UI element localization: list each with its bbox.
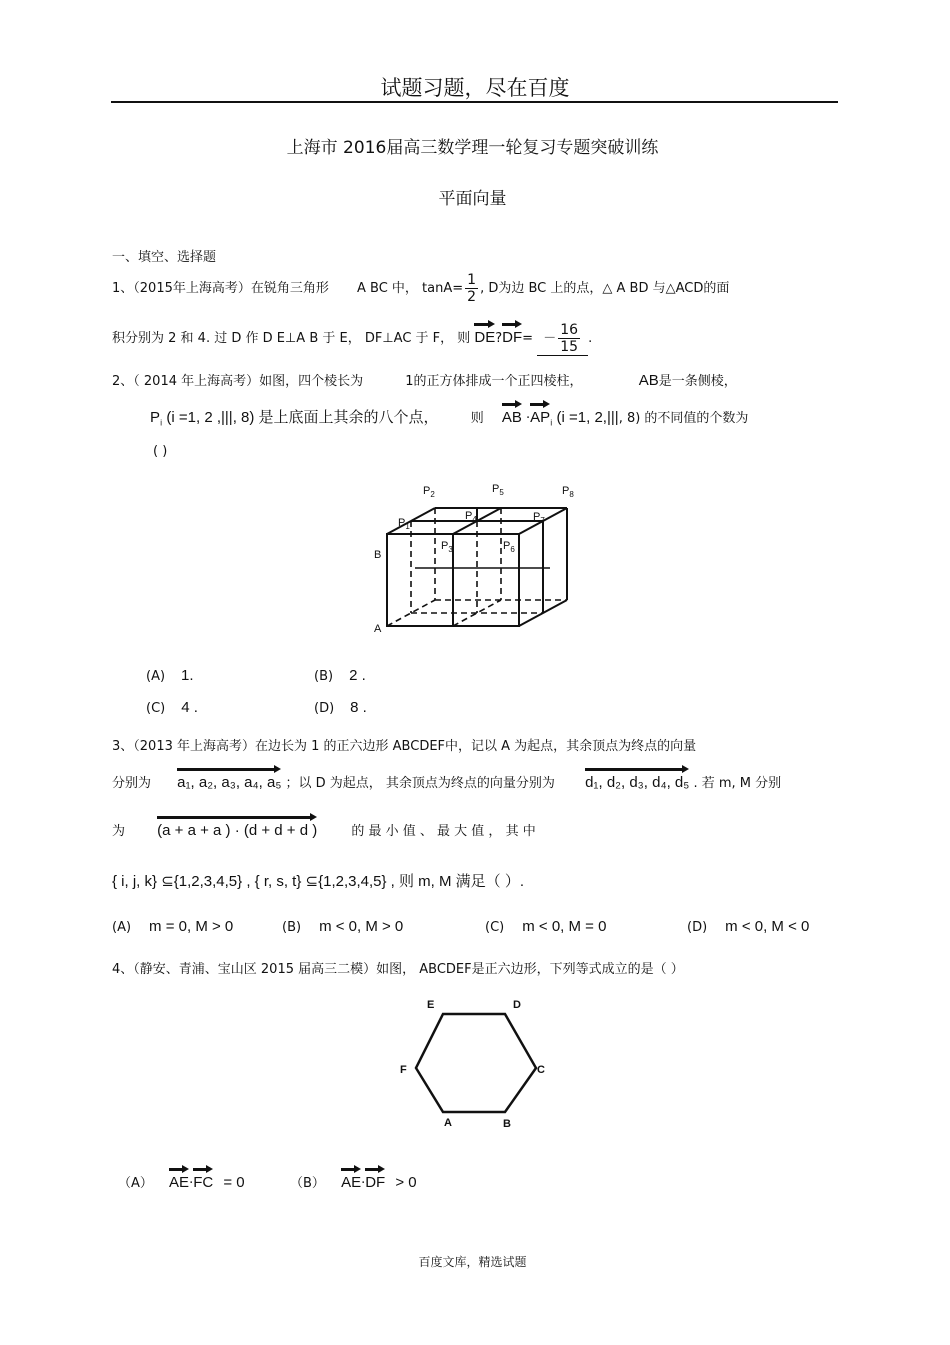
label-p8: $P_8$: [562, 485, 574, 500]
q2-text-b: 1的正方体排成一个正四棱柱，: [405, 374, 583, 389]
hex-label-e: E: [427, 999, 435, 1011]
question-4-line-1: 4、（静安、青浦、宝山区 2015 届高三二模）如图， ABCDEF是正六边形，下列等式成立的是（ ）: [112, 962, 684, 977]
q3-text-b: ；以 D 为起点， 其余顶点为终点的向量分别为: [285, 776, 555, 791]
label-b: B: [374, 549, 382, 561]
q2-text-e: 则: [470, 411, 484, 426]
question-2-line-2: $P_i$ (i =1, 2 ,|||, 8) 是上底面上其余的八个点， 则 AB $\cdot AP_i$ (i =1, 2,|||, 8) 的不同值的个数为: [150, 409, 749, 428]
q3-expression: (a + a + a ) · (d + d + d ): [157, 822, 318, 839]
hex-label-d: D: [513, 999, 521, 1011]
vector-de: DE: [474, 329, 496, 346]
vector-df: DF: [502, 329, 523, 346]
q1-end: .: [588, 331, 593, 346]
q1-ans-num: 16: [560, 322, 579, 338]
question-3-line-2: [112, 772, 781, 791]
hex-label-a: A: [444, 1117, 452, 1129]
q4-option-b[interactable]: （B） AE·DF > 0: [290, 1174, 417, 1191]
q2-ab: AB: [638, 372, 659, 389]
q1-text-a: 1、（2015年上海高考）在锐角三角形: [112, 281, 329, 296]
hex-label-c: C: [537, 1064, 545, 1076]
document-title: 上海市 2016届高三数学理一轮复习专题突破训练: [286, 138, 659, 158]
q3-text-d: 为: [112, 824, 126, 839]
hex-label-b: B: [503, 1118, 511, 1130]
hex-label-f: F: [400, 1064, 407, 1076]
label-p1: $P_1$: [398, 517, 410, 532]
q1-frac-num: 1: [467, 272, 477, 288]
question-3-line-1: 3、（2013 年上海高考）在边长为 1 的正六边形 ABCDEF中，记以 A 为起点，其余顶点为终点的向量: [112, 739, 697, 754]
vector-ap: AP: [530, 409, 551, 426]
q4-option-a[interactable]: （A） AE·FC = 0: [118, 1174, 245, 1191]
q2-text-d: , 8) 是上底面上其余的八个点，: [232, 409, 439, 426]
header-rule: [111, 101, 838, 103]
q2-answer-paren: ( ): [153, 444, 168, 459]
label-p4: $P_4$: [465, 510, 477, 525]
vector-df-2: DF: [365, 1174, 386, 1191]
section-heading: 一、填空、选择题: [112, 250, 217, 265]
document-subtitle: 平面向量: [438, 189, 507, 209]
vector-ae: AE: [169, 1174, 190, 1191]
q1-text-b: A BC 中， tanA=: [357, 281, 464, 296]
q1-text-d: 积分别为 2 和 4. 过 D 作 D E⊥A B 于 E， DF⊥AC 于 F， 则: [112, 331, 471, 346]
question-2-line-1: [112, 370, 737, 389]
vector-ab: AB: [501, 409, 522, 426]
q1-text-c: , D为边 BC 上的点，△ A BD 与△ACD的面: [480, 281, 730, 296]
q2-option-d[interactable]: (D) 8 .: [314, 699, 367, 716]
q1-fraction: [465, 272, 478, 305]
label-a: A: [374, 623, 382, 635]
label-p5: $P_5$: [492, 483, 504, 498]
q2-option-b[interactable]: (B) 2 .: [314, 667, 366, 684]
q3-option-b[interactable]: (B) m < 0, M > 0: [282, 918, 404, 935]
q2-option-c[interactable]: (C) 4 .: [146, 699, 198, 716]
q3-text-c: . 若 m, M 分别: [693, 776, 782, 791]
q1-answer-sign: －: [543, 331, 557, 346]
q2-range-b: (i =1, 2,: [556, 409, 607, 426]
prism-figure: [360, 478, 600, 640]
q1-equals: =: [522, 331, 534, 346]
question-1-line-2: [112, 322, 592, 356]
q3-text-e: 的 最 小 值 、 最 大 值 ， 其 中: [351, 824, 536, 839]
label-p3: $P_3$: [441, 540, 453, 555]
q2-text-f: , 8) 的不同值的个数为: [618, 411, 749, 426]
q1-ans-den: 15: [560, 339, 579, 355]
question-3-line-3: [112, 820, 837, 839]
page-header: 试题习题，尽在百度: [380, 76, 570, 100]
q1-answer-fraction: [558, 322, 580, 355]
q2-range-a: (i =1, 2 ,: [166, 409, 221, 426]
vectors-d: d₁, d₂, d₃, d₄, d₅: [585, 774, 690, 791]
q1-dot: ?: [495, 331, 503, 346]
q2-text-a: 2、（ 2014 年上海高考）如图，四个棱长为: [112, 374, 364, 389]
q3-option-c[interactable]: (C) m < 0, M = 0: [485, 918, 607, 935]
q2-option-a[interactable]: (A) 1.: [146, 667, 194, 684]
question-1-line-1: [112, 272, 729, 305]
vector-ae-2: AE: [341, 1174, 362, 1191]
page-footer: 百度文库，精选试题: [418, 1255, 527, 1269]
label-p2: $P_2$: [423, 485, 435, 500]
question-3-line-4: { i, j, k} ⊆{1,2,3,4,5} , { r, s, t} ⊆{1,2,3,4,5} , 则 m, M 满足（ ）.: [112, 873, 524, 890]
hexagon-figure: [410, 1010, 540, 1120]
vector-fc: FC: [193, 1174, 214, 1191]
q2-p: P: [150, 409, 161, 426]
q3-option-d[interactable]: (D) m < 0, M < 0: [687, 918, 810, 935]
q1-frac-den: 2: [467, 289, 477, 305]
q3-text-a: 分别为: [112, 776, 152, 791]
label-p6: $P_6$: [503, 540, 515, 555]
q2-text-c: 是一条侧棱，: [658, 374, 737, 389]
q3-option-a[interactable]: (A) m = 0, M > 0: [112, 918, 234, 935]
label-p7: $P_7$: [533, 511, 545, 526]
vectors-a: a₁, a₂, a₃, a₄, a₅: [177, 774, 282, 791]
